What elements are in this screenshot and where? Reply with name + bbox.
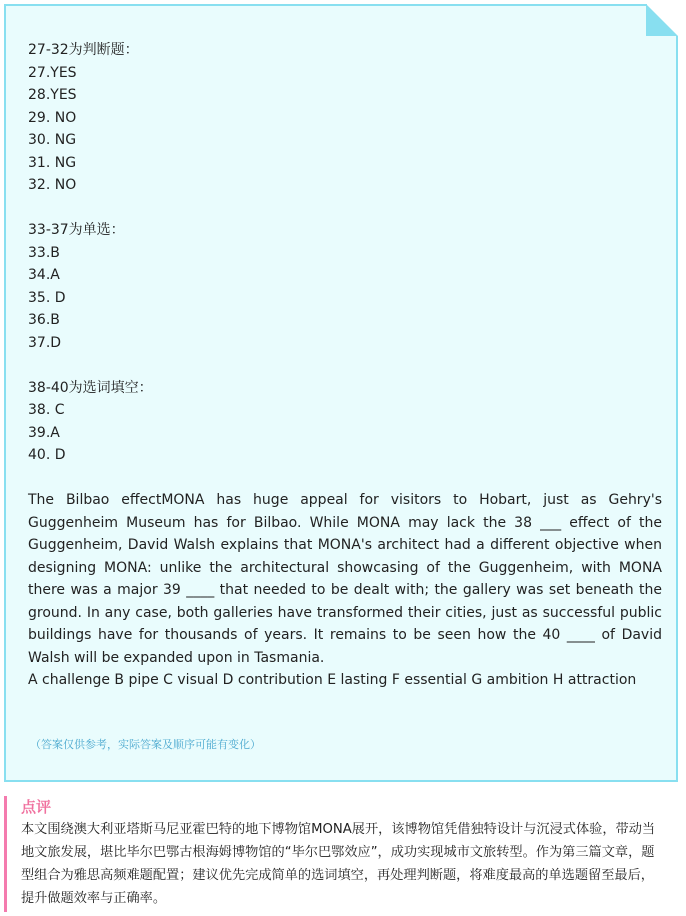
comment-title: 点评 — [21, 798, 52, 816]
answer-item: 36.B — [28, 312, 60, 328]
answer-disclaimer: （答案仅供参考，实际答案及顺序可能有变化） — [30, 738, 261, 751]
card-right-border — [676, 36, 678, 782]
tfng-heading: 27-32为判断题： — [28, 42, 139, 58]
spacer — [28, 354, 662, 377]
comment-section — [4, 796, 672, 912]
card-top-border — [4, 4, 650, 6]
spacer — [28, 197, 662, 220]
answer-item: 33.B — [28, 244, 60, 261]
answer-item: 40. D — [28, 447, 66, 463]
answer-item: 32. NO — [28, 177, 77, 193]
answer-item: 27.YES — [28, 64, 77, 81]
answer-item: 37.D — [28, 334, 62, 351]
answer-content — [28, 39, 662, 692]
comment-body: 本文围绕澳大利亚塔斯马尼亚霍巴特的地下博物馆MONA展开，该博物馆凭借独特设计与沉浸式体验，带动当地文旅发展，堪比毕尔巴鄂古根海姆博物馆的“毕尔巴鄂效应”，成功实现城市文旅转型。作为第三篇文章，题型组合为雅思高频难题配置；建议优先完成简单的选词填空，再处理判断题，将难度最高的单选题留至最后，提升做题效率与正确率。 — [21, 822, 656, 906]
answer-item: 38. C — [28, 402, 65, 418]
page-fold-icon — [646, 4, 678, 36]
mc-heading: 33-37为单选： — [28, 222, 125, 238]
answer-item: 34.A — [28, 267, 60, 283]
answer-item: 39.A — [28, 424, 60, 441]
answer-item: 35. D — [28, 289, 66, 306]
gap-heading: 38-40为选词填空： — [28, 379, 153, 396]
summary-passage: The Bilbao effectMONA has huge appeal for visitors to Hobart, just as Gehry's Guggenheim Museum has for Bilbao. While MONA may lack the 38 ___ effect of the Guggenheim, David Walsh explains that MONA's architect had a different objective when designing MONA: unlike the architectural showcasing of the Guggenheim, with MONA there was a major 39 ____ that needed to be dealt with; the gallery was set beneath the ground. In any case, both galleries have transformed their cities, just as successful public buildings have for thousands of years. It remains to be seen how the 40 ____ of David Walsh will be expanded upon in Tasmania. — [28, 492, 662, 666]
answer-card — [4, 4, 678, 782]
answer-item: 30. NG — [28, 132, 77, 148]
spacer — [28, 467, 662, 490]
answer-item: 29. NO — [28, 109, 77, 126]
answer-item: 28.YES — [28, 87, 77, 103]
word-options: A challenge B pipe C visual D contribution E lasting F essential G ambition H attraction — [28, 672, 637, 688]
answer-item: 31. NG — [28, 154, 77, 171]
